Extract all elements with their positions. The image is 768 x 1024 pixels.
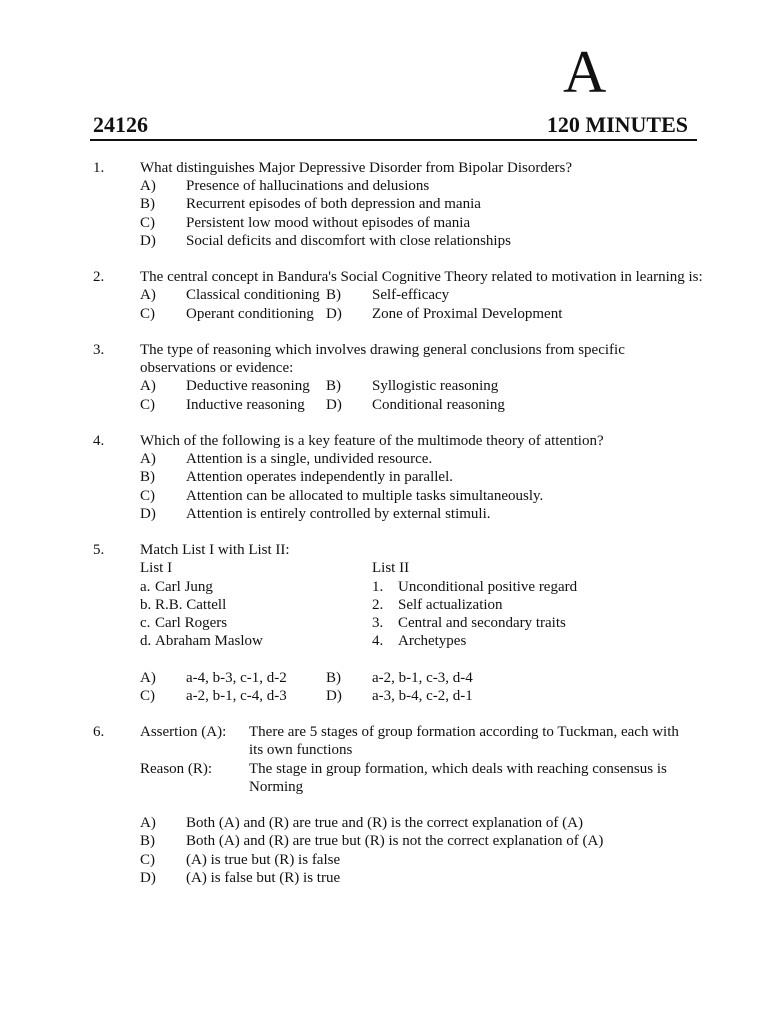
list-headers (140, 559, 703, 577)
question-body (140, 541, 703, 705)
option-d (326, 305, 562, 323)
option-label: B) (140, 833, 155, 850)
option-row (140, 669, 703, 687)
option-c (140, 305, 326, 323)
match-row (140, 578, 703, 596)
reason-label: Reason (R): (140, 760, 213, 777)
list-1-item (140, 632, 372, 650)
option-text: (A) is true but (R) is false (186, 851, 341, 868)
option-text: a-2, b-1, c-3, d-4 (372, 669, 473, 686)
option-text: Deductive reasoning (186, 378, 310, 395)
list-1-item (140, 578, 372, 596)
option-label: C) (140, 396, 155, 413)
option-c (140, 396, 326, 414)
list-1-letter: b. (140, 596, 152, 613)
option-text: Inductive reasoning (186, 396, 305, 413)
option-label: A) (140, 815, 156, 832)
option-d (326, 687, 473, 705)
match-lists (140, 559, 703, 650)
question-number: 2. (93, 269, 105, 286)
list-1-text: Carl Jung (155, 578, 213, 595)
option-text: Attention operates independently in parallel. (186, 469, 453, 486)
option-label: D) (326, 687, 342, 704)
option-b (326, 669, 473, 687)
option-label: D) (140, 505, 156, 522)
list-1-text: Abraham Maslow (155, 633, 263, 650)
option-text: Self-efficacy (372, 287, 450, 304)
question-number: 5. (93, 542, 105, 559)
list-2-item (372, 614, 566, 632)
list-2-number: 3. (372, 615, 384, 632)
option-label: B) (326, 669, 341, 686)
option-text: Attention is entirely controlled by external stimuli. (186, 505, 491, 522)
option-b (326, 286, 449, 304)
list-2-number: 1. (372, 578, 384, 595)
option-label: A) (140, 287, 156, 304)
option-d (140, 505, 703, 523)
list-2-text: Unconditional positive regard (398, 578, 578, 595)
option-a (140, 669, 326, 687)
option-text: Recurrent episodes of both depression and mania (186, 196, 481, 213)
option-a (140, 286, 326, 304)
list-2-item (372, 632, 466, 650)
question-number: 4. (93, 433, 105, 449)
option-text: a-2, b-1, c-4, d-3 (186, 687, 287, 704)
spacer (140, 796, 703, 814)
option-text: Both (A) and (R) are true but (R) is not the correct explanation of (A) (186, 833, 604, 850)
option-label: A) (140, 669, 156, 686)
question-body (140, 432, 703, 523)
option-c (140, 687, 326, 705)
question-6 (93, 723, 703, 887)
option-label: C) (140, 487, 155, 504)
list-1-letter: d. (140, 633, 152, 650)
option-a (140, 177, 703, 195)
option-label: D) (326, 396, 342, 413)
match-row (140, 632, 703, 650)
option-text: Attention is a single, undivided resource. (186, 451, 433, 468)
question-2 (93, 268, 703, 323)
option-text: (A) is false but (R) is true (186, 869, 341, 886)
question-body (140, 723, 703, 887)
question-body (140, 341, 703, 414)
list-1-text: Carl Rogers (155, 615, 228, 632)
option-b (140, 195, 703, 213)
option-row (140, 305, 703, 323)
list-2-text: Self actualization (398, 596, 503, 613)
option-label: B) (140, 469, 155, 486)
option-text: Operant conditioning (186, 305, 314, 322)
option-row (140, 396, 703, 414)
question-1 (93, 159, 703, 250)
option-label: A) (140, 451, 156, 468)
exam-duration: 120 MINUTES (546, 112, 688, 137)
question-3 (93, 341, 703, 414)
question-stem: What distinguishes Major Depressive Disorder from Bipolar Disorders? (140, 160, 572, 176)
option-label: B) (326, 287, 341, 304)
option-a (140, 450, 703, 468)
option-text: Persistent low mood without episodes of mania (186, 214, 471, 231)
question-stem: Match List I with List II: (140, 542, 290, 559)
match-row (140, 596, 703, 614)
option-d (326, 396, 505, 414)
list-2-item (372, 578, 577, 596)
question-set-letter: A (563, 39, 607, 105)
question-body (140, 159, 703, 250)
question-4 (93, 432, 703, 523)
option-d (140, 232, 703, 250)
list-1-title: List I (140, 560, 173, 577)
option-label: D) (140, 869, 156, 886)
list-1-letter: a. (140, 578, 151, 595)
assertion-text: There are 5 stages of group formation according to Tuckman, each with its own functions (249, 724, 679, 759)
list-1-item (140, 614, 372, 632)
option-b (140, 832, 703, 850)
option-b (140, 468, 703, 486)
option-text: a-4, b-3, c-1, d-2 (186, 669, 287, 686)
header-divider (90, 139, 697, 141)
option-text: Social deficits and discomfort with close relationships (186, 232, 511, 249)
question-body (140, 268, 703, 323)
option-label: B) (326, 378, 341, 395)
list-2-text: Central and secondary traits (398, 615, 566, 632)
question-number: 1. (93, 160, 105, 176)
question-stem: The type of reasoning which involves drawing general conclusions from specific observations or evidence: (140, 342, 625, 377)
assertion-label: Assertion (A): (140, 724, 227, 741)
option-text: Syllogistic reasoning (372, 378, 499, 395)
option-label: D) (326, 305, 342, 322)
option-label: D) (140, 232, 156, 249)
option-c (140, 487, 703, 505)
reason-text: The stage in group formation, which deals with reaching consensus is Norming (249, 760, 667, 795)
option-label: C) (140, 305, 155, 322)
option-c (140, 214, 703, 232)
question-stem: Which of the following is a key feature of the multimode theory of attention? (140, 433, 604, 449)
option-text: a-3, b-4, c-2, d-1 (372, 687, 473, 704)
option-row (140, 286, 703, 304)
option-text: Attention can be allocated to multiple tasks simultaneously. (186, 487, 544, 504)
match-row (140, 614, 703, 632)
option-a (140, 814, 703, 832)
option-label: C) (140, 687, 155, 704)
option-label: B) (140, 196, 155, 213)
question-number: 3. (93, 342, 105, 358)
option-label: A) (140, 378, 156, 395)
list-1-letter: c. (140, 615, 151, 632)
option-label: C) (140, 851, 155, 868)
list-2-number: 4. (372, 633, 384, 650)
option-text: Zone of Proximal Development (372, 305, 563, 322)
list-2-text: Archetypes (398, 633, 467, 650)
list-2-number: 2. (372, 596, 384, 613)
question-number: 6. (93, 724, 105, 741)
option-row (140, 687, 703, 705)
option-d (140, 869, 703, 887)
option-b (326, 377, 498, 395)
paper-code: 24126 (93, 112, 148, 137)
list-2-item (372, 596, 503, 614)
question-5 (93, 541, 703, 705)
option-text: Classical conditioning (186, 287, 320, 304)
assertion (140, 723, 703, 759)
option-text: Both (A) and (R) are true and (R) is the correct explanation of (A) (186, 815, 583, 832)
option-text: Presence of hallucinations and delusions (186, 178, 430, 195)
option-c (140, 851, 703, 869)
reason (140, 760, 703, 796)
option-a (140, 377, 326, 395)
option-row (140, 377, 703, 395)
question-stem: The central concept in Bandura's Social Cognitive Theory related to motivation in learning is: (140, 269, 703, 286)
option-text: Conditional reasoning (372, 396, 505, 413)
list-2-title: List II (372, 560, 410, 577)
option-label: A) (140, 178, 156, 195)
list-1-text: R.B. Cattell (155, 596, 227, 613)
question-list (93, 159, 703, 905)
spacer (140, 650, 703, 668)
option-label: C) (140, 214, 155, 231)
list-1-item (140, 596, 372, 614)
